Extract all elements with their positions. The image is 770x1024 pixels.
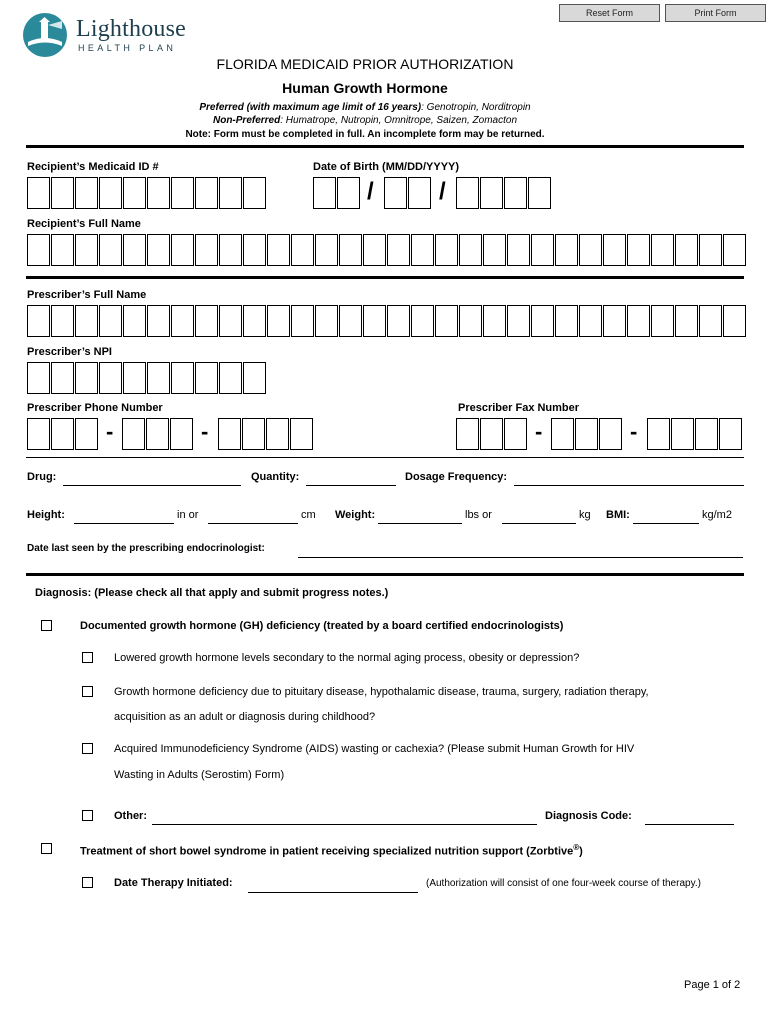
kgm2-label: kg/m2 [702,509,732,521]
weight-lbs-field[interactable] [378,523,462,524]
fax-prefix-boxes[interactable] [551,418,623,450]
page-title: FLORIDA MEDICAID PRIOR AUTHORIZATION [216,56,514,72]
page-subtitle: Human Growth Hormone [282,80,448,96]
sbs-label [80,843,583,858]
opt2-checkbox[interactable] [82,686,93,697]
weight-kg-field[interactable] [502,523,576,524]
page-number: Page 1 of 2 [684,979,741,991]
kg-label: kg [579,509,591,521]
preferred-list: : Genotropin, Norditropin [421,102,531,113]
sbs-close: ) [579,845,583,858]
fax-line-boxes[interactable] [647,418,743,450]
print-form-button[interactable]: Print Form [665,4,766,22]
phone-dash: - [106,419,114,444]
phone-dash: - [201,419,209,444]
fax-dash: - [535,419,543,444]
dosage-frequency-field[interactable] [514,485,744,486]
dob-label: Date of Birth (MM/DD/YYYY) [313,161,460,173]
in-or-label: in or [177,509,199,521]
weight-label: Weight: [335,509,376,521]
phone-label: Prescriber Phone Number [27,402,163,414]
divider [26,573,744,576]
nonpreferred-label: Non-Preferred [212,115,281,126]
date-therapy-field[interactable] [248,892,418,893]
divider [26,276,744,279]
medicaid-id-boxes[interactable] [27,177,267,209]
other-label: Other: [114,810,147,822]
date-therapy-checkbox[interactable] [82,877,93,888]
opt3-label-line2: Wasting in Adults (Serostim) Form) [114,769,285,781]
height-cm-field[interactable] [208,523,298,524]
logo-subtitle: HEALTH PLAN [78,43,177,53]
phone-prefix-boxes[interactable] [122,418,194,450]
divider [26,457,744,458]
prescriber-npi-label: Prescriber’s NPI [27,346,112,358]
nonpreferred-line [0,115,730,126]
diagnosis-heading: Diagnosis: (Please check all that apply and submit progress notes.) [35,587,389,599]
gh-deficiency-label: Documented growth hormone (GH) deficiency (treated by a board certified endocrinologists) [80,620,564,632]
prescriber-name-boxes[interactable] [27,305,747,337]
registered-mark: ® [573,843,580,852]
opt1-label: Lowered growth hormone levels secondary to the normal aging process, obesity or depression? [114,652,580,664]
medicaid-id-label: Recipient’s Medicaid ID # [27,161,159,173]
lighthouse-logo-icon [22,12,68,58]
divider [26,145,744,148]
drug-label: Drug: [27,471,57,483]
prescriber-name-label: Prescriber’s Full Name [27,289,147,301]
reset-form-button[interactable]: Reset Form [559,4,660,22]
other-field[interactable] [152,824,537,825]
fax-area-boxes[interactable] [456,418,528,450]
phone-area-boxes[interactable] [27,418,99,450]
authorization-note: (Authorization will consist of one four-week course of therapy.) [426,878,701,889]
dosage-frequency-label: Dosage Frequency: [405,471,508,483]
sbs-checkbox[interactable] [41,843,52,854]
recipient-name-label: Recipient’s Full Name [27,218,141,230]
dob-separator: / [367,178,374,205]
dob-separator: / [439,178,446,205]
date-last-seen-label: Date last seen by the prescribing endocrinologist: [27,543,265,554]
other-checkbox[interactable] [82,810,93,821]
preferred-line [0,102,730,113]
recipient-name-boxes[interactable] [27,234,747,266]
prescriber-npi-boxes[interactable] [27,362,267,394]
sbs-text: Treatment of short bowel syndrome in patient receiving specialized nutrition support (Zorbtive [80,845,574,858]
fax-dash: - [630,419,638,444]
form-note: Note: Form must be completed in full. An incomplete form may be returned. [185,129,545,140]
dob-year-boxes[interactable] [456,177,552,209]
phone-line-boxes[interactable] [218,418,314,450]
height-in-field[interactable] [74,523,174,524]
bmi-label: BMI: [606,509,630,521]
preferred-label: Preferred (with maximum age limit of 16 years) [199,102,422,113]
gh-deficiency-checkbox[interactable] [41,620,52,631]
nonpreferred-list: : Humatrope, Nutropin, Omnitrope, Saizen, Zomacton [280,115,518,126]
height-label: Height: [27,509,65,521]
lbs-or-label: lbs or [465,509,492,521]
opt3-label-line1: Acquired Immunodeficiency Syndrome (AIDS) wasting or cachexia? (Please submit Human Growth for HIV [114,743,635,755]
dob-month-boxes[interactable] [313,177,361,209]
diagnosis-code-field[interactable] [645,824,734,825]
date-therapy-label: Date Therapy Initiated: [114,877,233,889]
opt1-checkbox[interactable] [82,652,93,663]
opt2-label-line2: acquisition as an adult or diagnosis during childhood? [114,711,376,723]
quantity-field[interactable] [306,485,396,486]
dob-day-boxes[interactable] [384,177,432,209]
logo-name: Lighthouse [76,16,186,42]
bmi-field[interactable] [633,523,699,524]
opt3-checkbox[interactable] [82,743,93,754]
opt2-label-line1: Growth hormone deficiency due to pituitary disease, hypothalamic disease, trauma, surgery, radiation therapy, [114,686,649,698]
quantity-label: Quantity: [251,471,300,483]
fax-label: Prescriber Fax Number [458,402,580,414]
drug-field[interactable] [63,485,241,486]
diagnosis-code-label: Diagnosis Code: [545,810,632,822]
cm-label: cm [301,509,316,521]
date-last-seen-field[interactable] [298,557,743,558]
